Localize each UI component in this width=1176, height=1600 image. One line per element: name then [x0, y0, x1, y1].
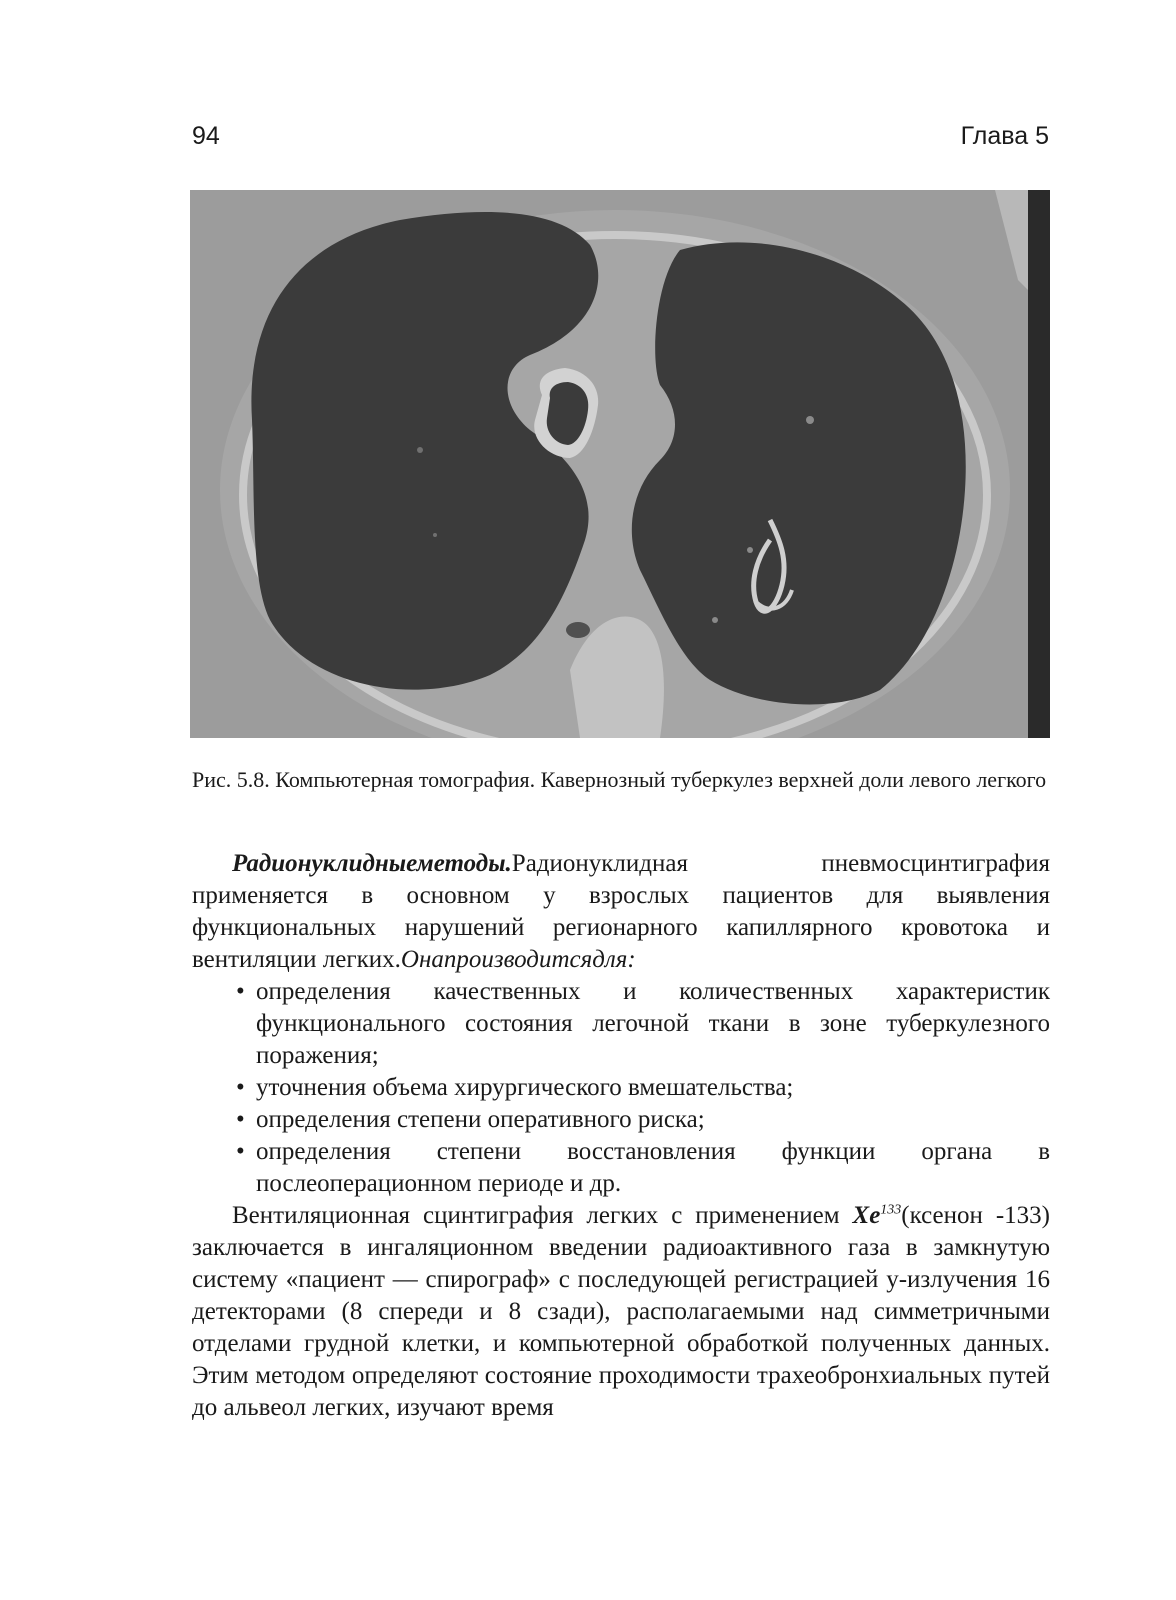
ct-scan-image — [190, 190, 1050, 738]
page-number: 94 — [192, 122, 220, 150]
bullet-mark: • — [236, 1106, 245, 1133]
list-item — [192, 1104, 1050, 1136]
section-heading: Радионуклидныеметоды. — [232, 850, 512, 877]
list-item — [192, 976, 1050, 1072]
figure-caption: Рис. 5.8. Компьютерная томография. Кавернозный туберкулез верхней доли левого легкого — [192, 767, 1047, 792]
list-item-text: определения качественных и количественных характеристик функционального состояния легочной ткани в зоне туберкулезного поражения; — [256, 978, 1050, 1069]
body-text — [192, 848, 1050, 1424]
ct-scan-figure — [190, 190, 1050, 738]
paragraph-ventilation — [192, 1200, 1050, 1424]
xenon-isotope: 133 — [880, 1202, 902, 1218]
list-item — [192, 1072, 1050, 1104]
list-item-text: определения степени восстановления функции органа в послеоперационном периоде и др. — [256, 1138, 1050, 1197]
list-item — [192, 1136, 1050, 1200]
paragraph-text: Вентиляционная сцинтиграфия легких с применением — [232, 1202, 853, 1229]
bullet-mark: • — [236, 1074, 245, 1101]
bullet-mark: • — [236, 1138, 245, 1165]
paragraph-text: Радионуклидная пневмосцинтиграфия применяется в основном у взрослых пациентов для выявления функциональных нарушений регионарного капиллярного кровотока и вентиляции легких. — [192, 850, 1050, 973]
list-item-text: определения степени оперативного риска; — [256, 1106, 705, 1133]
paragraph-italic-lead: Онапроизводитсядля: — [400, 946, 636, 973]
xenon-symbol: Xe — [852, 1202, 881, 1229]
chapter-title: Глава 5 — [960, 122, 1049, 150]
paragraph-text: (ксенон -133) заключается в ингаляционном введении радиоактивного газа в замкнутую систему «пациент — спирограф» с последующей регистрацией у-излучения 16 детекторами (8 спереди и 8 сзади), располагаемыми над симметричными отделами грудной клетки, и компьютерной обработкой полученных данных. Этим методом определяют состояние проходимости трахеобронхиальных путей до альвеол легких, изучают время — [192, 1202, 1050, 1421]
list-item-text: уточнения объема хирургического вмешательства; — [256, 1074, 794, 1101]
bullet-mark: • — [236, 978, 245, 1005]
bullet-list — [192, 976, 1050, 1200]
paragraph-radionuclide — [192, 848, 1050, 976]
